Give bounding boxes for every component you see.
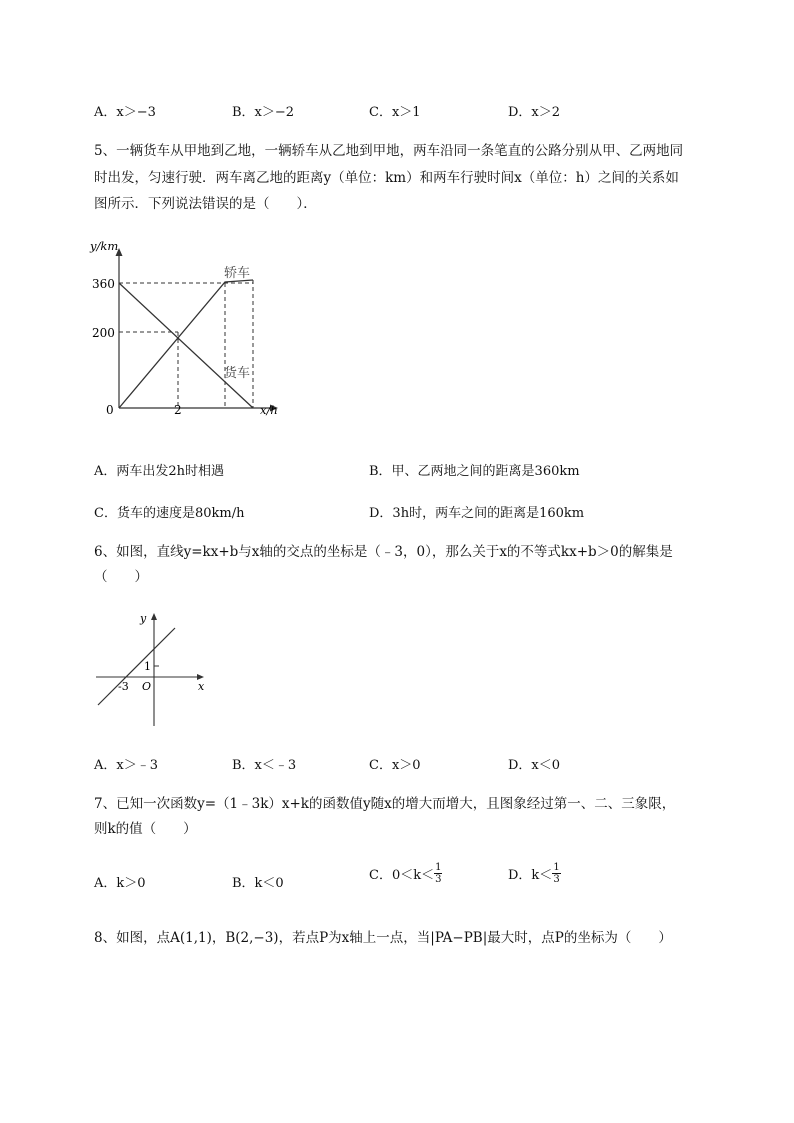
q6-option-d: D．x＜0 [508, 758, 561, 773]
q6-xlabel: x [198, 680, 205, 693]
q5-xlabel: x/h [260, 403, 278, 417]
q6-stem-line-2: （ ） [94, 569, 148, 585]
q7-option-a: A．k＞0 [94, 876, 146, 891]
q5-truck-label: 货车 [224, 366, 251, 381]
q6-origin: O [142, 680, 152, 693]
q5-car-label: 轿车 [224, 266, 251, 281]
q6-option-c: C．x＞0 [369, 758, 421, 773]
q6-y-axis-arrow [151, 613, 157, 620]
q4-option-a: A．x＞−3 [94, 105, 156, 120]
q7-stem-line-2: 则k的值（ ） [94, 821, 197, 837]
q7-option-d-fraction [552, 862, 560, 885]
q5-option-b: B．甲、乙两地之间的距离是360km [369, 464, 580, 479]
q6-xtick-neg3: -3 [118, 680, 129, 693]
q7-c-denominator: 3 [435, 874, 442, 885]
q7-d-numerator: 1 [553, 862, 560, 873]
q7-stem-line-1: 7、已知一次函数y=（1﹣3k）x+k的函数值y随x的增大而增大，且图象经过第一、二、三象限， [94, 796, 676, 812]
q6-option-b: B．x＜﹣3 [232, 758, 297, 773]
q5-stem-line-2: 时出发，匀速行驶．两车离乙地的距离y（单位：km）和两车行驶时间x（单位：h）之间的关系如 [94, 170, 679, 186]
q4-option-c: C．x＞1 [369, 105, 421, 120]
q5-stem-line-1: 5、一辆货车从甲地到乙地，一辆轿车从乙地到甲地，两车沿同一条笔直的公路分别从甲、乙两地同 [94, 143, 684, 159]
q5-xtick-2: 2 [174, 403, 182, 417]
q6-option-a: A．x＞﹣3 [94, 758, 158, 773]
q6-graph [92, 608, 212, 730]
q7-c-numerator: 1 [435, 862, 442, 873]
q5-ytick-200: 200 [92, 326, 115, 340]
q8-stem: 8、如图，点A(1,1)，B(2,−3)，若点P为x轴上一点，当|PA−PB|最大时，点P的坐标为（ ） [94, 930, 672, 946]
q5-origin: 0 [106, 403, 114, 417]
q6-stem-line-1: 6、如图，直线y=kx+b与x轴的交点的坐标是（﹣3，0），那么关于x的不等式kx+b＞0的解集是 [94, 544, 673, 560]
q7-option-d-text: D．k＜ [508, 868, 553, 883]
q5-ylabel: y/km [90, 239, 119, 253]
q6-ytick-1: 1 [144, 660, 151, 673]
q7-d-denominator: 3 [553, 874, 560, 885]
q5-stem-line-3: 图所示．下列说法错误的是（ ）． [94, 196, 317, 212]
q5-graph [88, 236, 288, 436]
q4-option-d: D．x＞2 [508, 105, 561, 120]
q6-ylabel: y [140, 612, 147, 625]
q4-option-b: B．x＞−2 [232, 105, 295, 120]
q7-option-b: B．k＜0 [232, 876, 284, 891]
q7-option-c-text: C．0＜k＜ [369, 868, 435, 883]
q5-option-d: D．3h时，两车之间的距离是160km [369, 506, 585, 521]
q7-option-c [369, 862, 442, 885]
q5-option-a: A．两车出发2h时相遇 [94, 464, 225, 479]
q5-ytick-360: 360 [92, 277, 115, 291]
q6-line [98, 628, 175, 705]
q5-truck-line [119, 283, 253, 408]
q7-option-c-fraction [434, 862, 442, 885]
q7-option-d [508, 862, 561, 885]
q5-option-c: C．货车的速度是80km/h [94, 506, 245, 521]
